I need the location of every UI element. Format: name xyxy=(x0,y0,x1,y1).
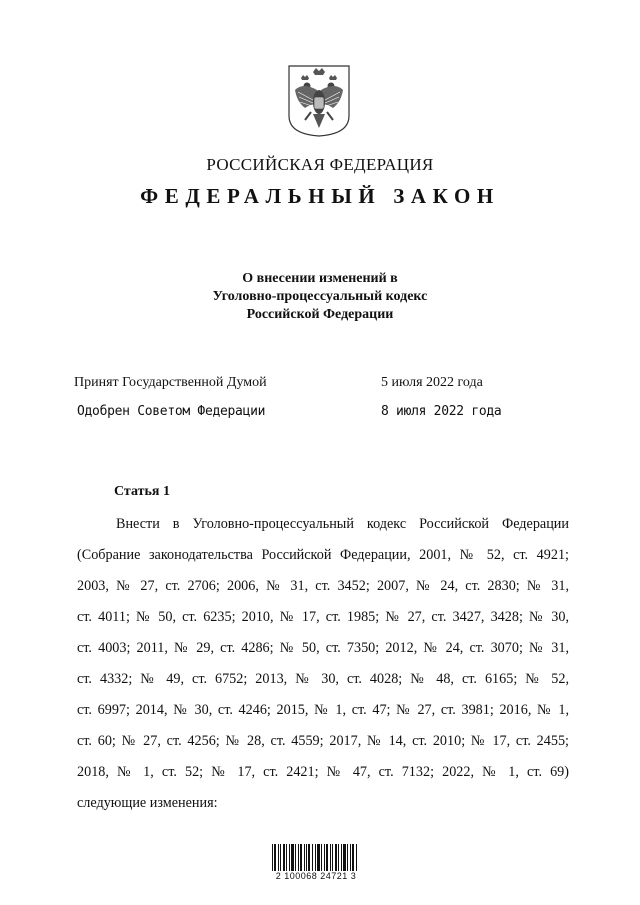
article-text-line: ст. 6997; 2014, № 30, ст. 4246; 2015, № 1, ст. 47; № 27, ст. 3981; 2016, № 1, xyxy=(77,702,569,718)
article-text-line: следующие изменения: xyxy=(77,795,218,811)
article-text-line: ст. 4332; № 49, ст. 6752; 2013, № 30, ст. 4028; № 48, ст. 6165; № 52, xyxy=(77,671,569,687)
adopted-date: 5 июля 2022 года xyxy=(381,375,483,390)
article-text-line: ст. 4003; 2011, № 29, ст. 4286; № 50, ст. 7350; 2012, № 24, ст. 3070; № 31, xyxy=(77,640,569,656)
article-text-line: 2018, № 1, ст. 52; № 17, ст. 2421; № 47, ст. 7132; 2022, № 1, ст. 69) xyxy=(77,764,569,780)
law-title-line: Российской Федерации xyxy=(246,307,394,322)
article-text-line: ст. 60; № 27, ст. 4256; № 28, ст. 4559; 2017, № 14, ст. 2010; № 17, ст. 2455; xyxy=(77,733,569,749)
law-title-line: О внесении изменений в xyxy=(242,271,398,286)
approved-label: Одобрен Советом Федерации xyxy=(77,404,266,419)
approved-date: 8 июля 2022 года xyxy=(381,404,502,419)
coat-of-arms-icon xyxy=(287,64,351,138)
article-heading: Статья 1 xyxy=(114,484,170,499)
document-type: ФЕДЕРАЛЬНЫЙ ЗАКОН xyxy=(140,184,500,208)
law-title-line: Уголовно-процессуальный кодекс xyxy=(212,289,428,304)
adopted-label: Принят Государственной Думой xyxy=(74,375,267,390)
barcode-number: 2 100068 24721 3 xyxy=(256,871,376,881)
country-name: РОССИЙСКАЯ ФЕДЕРАЦИЯ xyxy=(206,155,434,174)
article-text-line: Внести в Уголовно-процессуальный кодекс Российской Федерации xyxy=(116,516,569,532)
article-text-line: ст. 4011; № 50, ст. 6235; 2010, № 17, ст. 1985; № 27, ст. 3427, 3428; № 30, xyxy=(77,609,569,625)
article-text-line: (Собрание законодательства Российской Федерации, 2001, № 52, ст. 4921; xyxy=(77,547,569,563)
barcode-icon xyxy=(272,842,358,890)
article-text-line: 2003, № 27, ст. 2706; 2006, № 31, ст. 3452; 2007, № 24, ст. 2830; № 31, xyxy=(77,578,569,594)
